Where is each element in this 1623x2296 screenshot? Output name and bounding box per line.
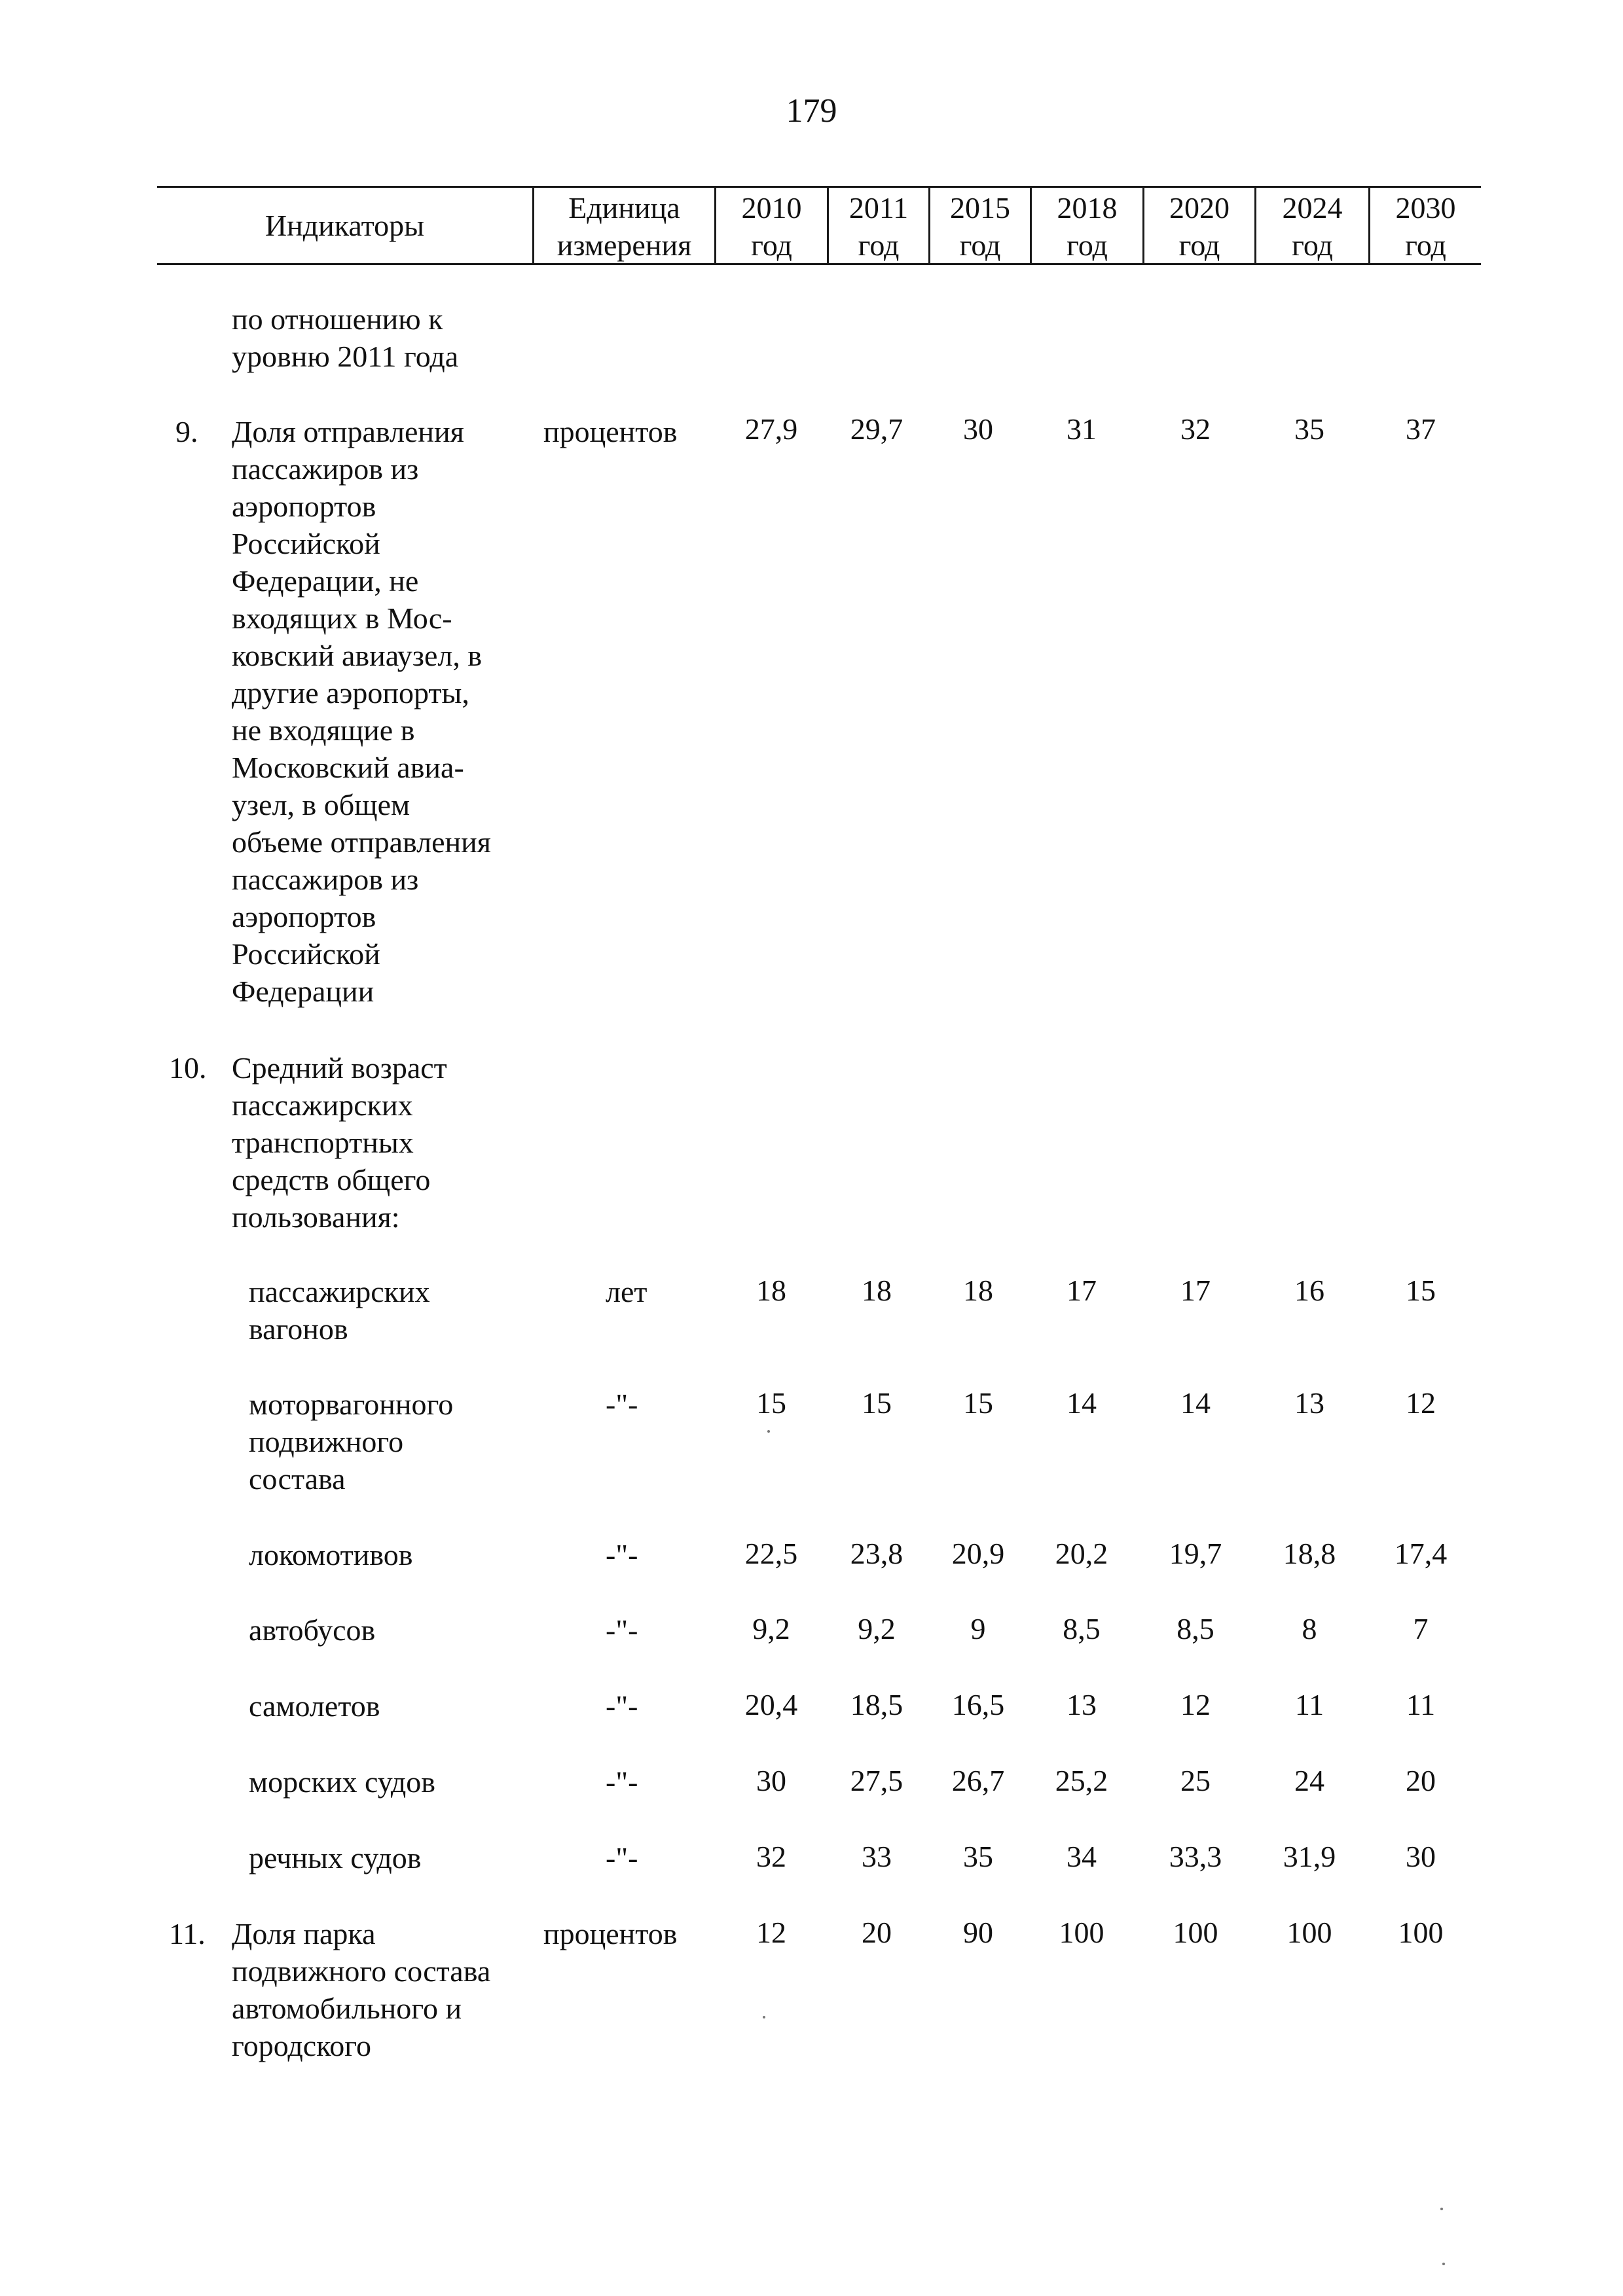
header-year-suffix: год — [1292, 228, 1333, 262]
subrow-value-2024: 16 — [1294, 1274, 1324, 1307]
subrow-value-2030: 17,4 — [1394, 1537, 1448, 1570]
subrow-value-2015: 15 — [963, 1386, 993, 1420]
subrow-value-2030: 11 — [1406, 1688, 1436, 1721]
subrow-value-2020: 19,7 — [1169, 1537, 1222, 1570]
row-9-unit: процентов — [543, 415, 678, 448]
subrow-value-2024: 24 — [1294, 1764, 1324, 1797]
scan-speck — [1442, 2263, 1445, 2265]
subrow-value-2030: 15 — [1406, 1274, 1436, 1307]
subrow-label: локомотивов — [249, 1538, 413, 1571]
page-number: 179 — [786, 92, 837, 130]
row-11-label: Доля парка подвижного состава автомобильного и городского — [232, 1917, 491, 2062]
header-year-2030: 2030 — [1395, 191, 1456, 224]
row-10-label: Средний возраст пассажирских транспортных средств общего пользования: — [232, 1051, 447, 1234]
scan-speck — [763, 2016, 765, 2018]
subrow-value-2011: 18,5 — [850, 1688, 903, 1721]
subrow-value-2011: 15 — [862, 1386, 892, 1420]
row-9-value-2010: 27,9 — [744, 412, 798, 446]
subrow-value-2020: 12 — [1180, 1688, 1211, 1721]
subrow-value-2020: 25 — [1180, 1764, 1211, 1797]
row-11-value-2015: 90 — [963, 1916, 993, 1949]
subrow-unit: -"- — [606, 1765, 638, 1799]
subrow-label: автобусов — [249, 1613, 376, 1647]
header-year-2010: 2010 — [741, 191, 802, 224]
continuation-text: по отношению к уровню 2011 года — [232, 302, 459, 373]
header-year-suffix: год — [1405, 228, 1446, 262]
header-year-suffix: год — [1067, 228, 1108, 262]
subrow-unit: лет — [606, 1275, 647, 1308]
subrow-value-2010: 30 — [756, 1764, 786, 1797]
header-year-2011: 2011 — [848, 191, 909, 224]
subrow-value-2018: 8,5 — [1063, 1612, 1101, 1645]
subrow-value-2011: 33 — [862, 1840, 892, 1873]
header-year-suffix: год — [1178, 228, 1220, 262]
row-9-value-2024: 35 — [1294, 412, 1324, 446]
subrow-value-2011: 23,8 — [850, 1537, 903, 1570]
subrow-value-2024: 18,8 — [1283, 1537, 1336, 1570]
header-year-2020: 2020 — [1169, 191, 1230, 224]
subrow-value-2011: 9,2 — [858, 1612, 896, 1645]
subrow-value-2030: 30 — [1406, 1840, 1436, 1873]
subrow-value-2018: 17 — [1067, 1274, 1097, 1307]
subrow-value-2010: 15 — [756, 1386, 786, 1420]
subrow-value-2030: 20 — [1406, 1764, 1436, 1797]
subrow-value-2015: 26,7 — [951, 1764, 1005, 1797]
header-indicators: Индикаторы — [264, 209, 425, 242]
subrow-value-2010: 9,2 — [752, 1612, 790, 1645]
row-11-value-2024: 100 — [1286, 1916, 1332, 1949]
row-11-value-2010: 12 — [756, 1916, 786, 1949]
row-11-value-2030: 100 — [1398, 1916, 1444, 1949]
subrow-value-2024: 13 — [1294, 1386, 1324, 1420]
scan-speck — [767, 1430, 770, 1433]
subrow-value-2020: 14 — [1180, 1386, 1211, 1420]
subrow-value-2011: 27,5 — [850, 1764, 903, 1797]
scan-speck — [1440, 2208, 1443, 2210]
subrow-label: морских судов — [249, 1765, 436, 1799]
subrow-label: речных судов — [249, 1841, 422, 1874]
subrow-unit: -"- — [606, 1388, 638, 1421]
row-11-number: 11. — [169, 1917, 206, 1950]
subrow-value-2020: 17 — [1180, 1274, 1211, 1307]
subrow-unit: -"- — [606, 1538, 638, 1571]
row-9-value-2015: 30 — [963, 412, 993, 446]
subrow-value-2024: 8 — [1302, 1612, 1317, 1645]
subrow-value-2030: 12 — [1406, 1386, 1436, 1420]
subrow-value-2015: 18 — [963, 1274, 993, 1307]
header-year-suffix: год — [751, 228, 792, 262]
header-top-rule — [157, 186, 1481, 188]
subrow-value-2010: 22,5 — [744, 1537, 798, 1570]
subrow-value-2015: 35 — [963, 1840, 993, 1873]
subrow-value-2011: 18 — [862, 1274, 892, 1307]
subrow-value-2018: 34 — [1067, 1840, 1097, 1873]
subrow-value-2010: 32 — [756, 1840, 786, 1873]
row-9-number: 9. — [175, 415, 198, 448]
header-year-2018: 2018 — [1057, 191, 1118, 224]
subrow-value-2010: 20,4 — [744, 1688, 798, 1721]
subrow-unit: -"- — [606, 1841, 638, 1874]
subrow-value-2024: 31,9 — [1283, 1840, 1336, 1873]
row-11-value-2011: 20 — [862, 1916, 892, 1949]
subrow-label: пассажирских вагонов — [249, 1275, 430, 1346]
subrow-value-2015: 16,5 — [951, 1688, 1005, 1721]
subrow-label: самолетов — [249, 1689, 380, 1723]
subrow-value-2010: 18 — [756, 1274, 786, 1307]
subrow-value-2030: 7 — [1413, 1612, 1429, 1645]
subrow-value-2020: 33,3 — [1169, 1840, 1222, 1873]
subrow-value-2015: 20,9 — [951, 1537, 1005, 1570]
subrow-value-2018: 13 — [1067, 1688, 1097, 1721]
subrow-value-2015: 9 — [970, 1612, 986, 1645]
header-year-2024: 2024 — [1282, 191, 1343, 224]
subrow-value-2018: 25,2 — [1055, 1764, 1108, 1797]
row-9-value-2020: 32 — [1180, 412, 1211, 446]
header-unit-line2: измерения — [556, 228, 692, 262]
header-year-2015: 2015 — [950, 191, 1010, 224]
subrow-unit: -"- — [606, 1689, 638, 1723]
row-9-label: Доля отправления пассажиров из аэропортов Российской Федерации, не входящих в Мос- ковский авиаузел, в другие аэропорты, не входящие в Московский авиа- узел, в общем объеме отправления пассажиров из аэропортов Российской Федерации — [232, 415, 491, 1008]
subrow-value-2018: 20,2 — [1055, 1537, 1108, 1570]
subrow-value-2018: 14 — [1067, 1386, 1097, 1420]
subrow-value-2020: 8,5 — [1176, 1612, 1214, 1645]
row-11-value-2018: 100 — [1059, 1916, 1104, 1949]
row-9-value-2011: 29,7 — [850, 412, 903, 446]
row-9-value-2030: 37 — [1406, 412, 1436, 446]
subrow-unit: -"- — [606, 1613, 638, 1647]
row-9-value-2018: 31 — [1067, 412, 1097, 446]
row-10-number: 10. — [169, 1051, 207, 1085]
header-year-suffix: год — [858, 228, 900, 262]
subrow-value-2024: 11 — [1294, 1688, 1324, 1721]
subrow-label: моторвагонного подвижного состава — [249, 1388, 454, 1496]
header-year-suffix: год — [959, 228, 1001, 262]
row-11-value-2020: 100 — [1173, 1916, 1218, 1949]
header-unit-line1: Единица — [568, 191, 680, 224]
row-11-unit: процентов — [543, 1917, 678, 1950]
